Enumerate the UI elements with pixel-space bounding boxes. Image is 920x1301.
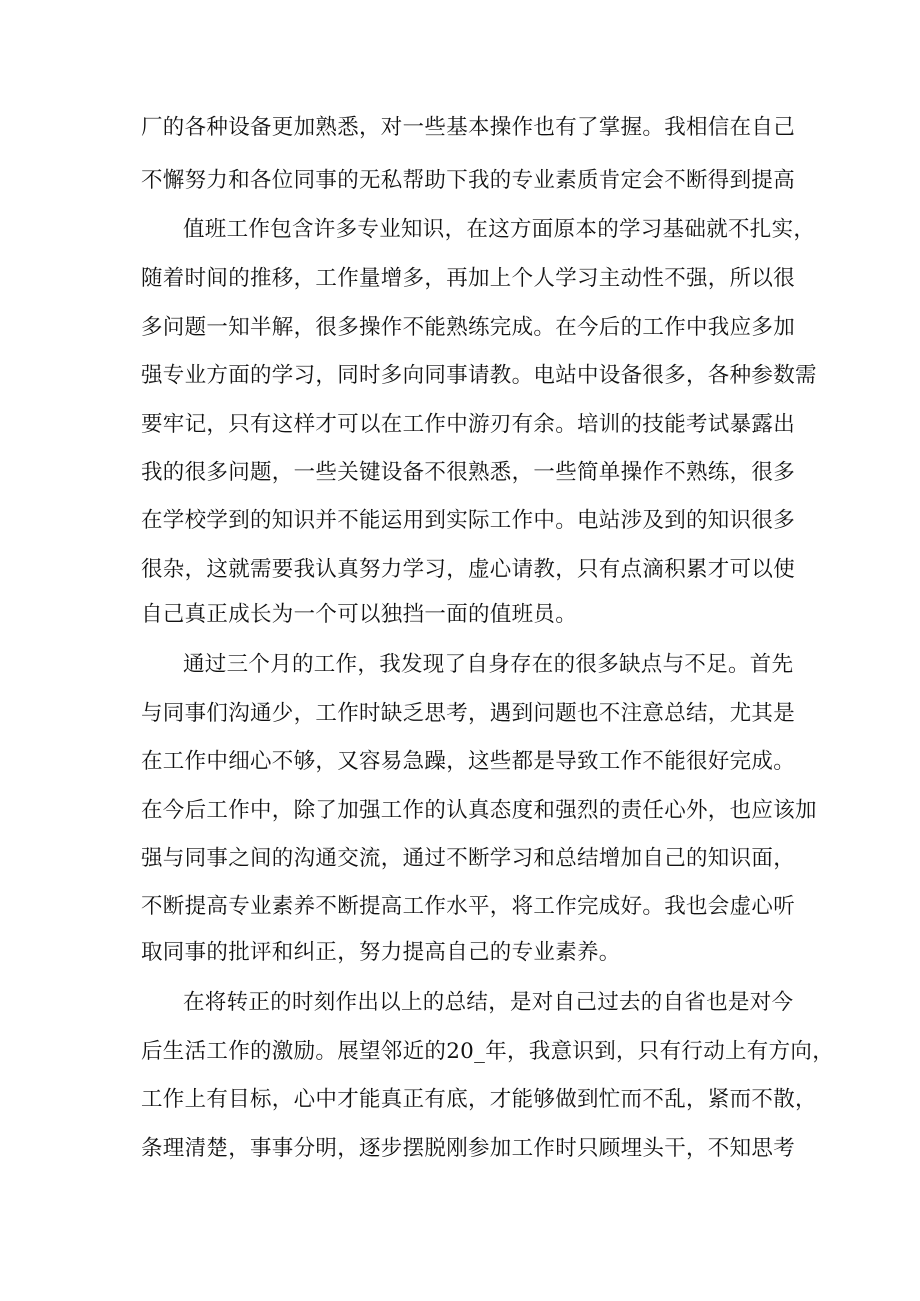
- text-line: 在工作中细心不够，又容易急躁，这些都是导致工作不能很好完成。: [141, 749, 796, 774]
- text-line: 强与同事之间的沟通交流，通过不断学习和总结增加自己的知识面，: [141, 846, 796, 871]
- text-line: 厂的各种设备更加熟悉，对一些基本操作也有了掌握。我相信在自己: [141, 115, 796, 140]
- text-line: 不断提高专业素养不断提高工作水平，将工作完成好。我也会虚心听: [141, 894, 796, 919]
- text-line: 随着时间的推移，工作量增多，再加上个人学习主动性不强，所以很: [141, 266, 796, 291]
- paragraph-start-line: 值班工作包含许多专业知识，在这方面原本的学习基础就不扎实，: [183, 217, 816, 242]
- text-line: 工作上有目标，心中才能真正有底，才能够做到忙而不乱，紧而不散，: [141, 1087, 817, 1112]
- text-line: 在今后工作中，除了加强工作的认真态度和强烈的责任心外，也应该加: [141, 798, 817, 823]
- text-line: 多问题一知半解，很多操作不能熟练完成。在今后的工作中我应多加: [141, 315, 796, 340]
- text-line: 后生活工作的激励。展望邻近的20_年，我意识到，只有行动上有方向，: [141, 1039, 835, 1064]
- text-line: 条理清楚，事事分明，逐步摆脱刚参加工作时只顾埋头干，不知思考: [141, 1136, 796, 1161]
- text-line: 我的很多问题，一些关键设备不很熟悉，一些简单操作不熟练，很多: [141, 460, 796, 485]
- paragraph-end-line: 自己真正成长为一个可以独挡一面的值班员。: [141, 602, 578, 627]
- text-line: 在学校学到的知识并不能运用到实际工作中。电站涉及到的知识很多: [141, 508, 796, 533]
- text-line: 不懈努力和各位同事的无私帮助下我的专业素质肯定会不断得到提高: [141, 168, 796, 193]
- text-line: 很杂，这就需要我认真努力学习，虚心请教，只有点滴积累才可以使: [141, 557, 796, 582]
- text-line: 与同事们沟通少，工作时缺乏思考，遇到问题也不注意总结，尤其是: [141, 701, 796, 726]
- paragraph-start-line: 在将转正的时刻作出以上的总结，是对自己过去的自省也是对今: [183, 990, 794, 1015]
- text-line: 要牢记，只有这样才可以在工作中游刃有余。培训的技能考试暴露出: [141, 412, 796, 437]
- paragraph-start-line: 通过三个月的工作，我发现了自身存在的很多缺点与不足。首先: [183, 652, 794, 677]
- paragraph-end-line: 取同事的批评和纠正，努力提高自己的专业素养。: [141, 940, 621, 965]
- text-line: 强专业方面的学习，同时多向同事请教。电站中设备很多，各种参数需: [141, 363, 817, 388]
